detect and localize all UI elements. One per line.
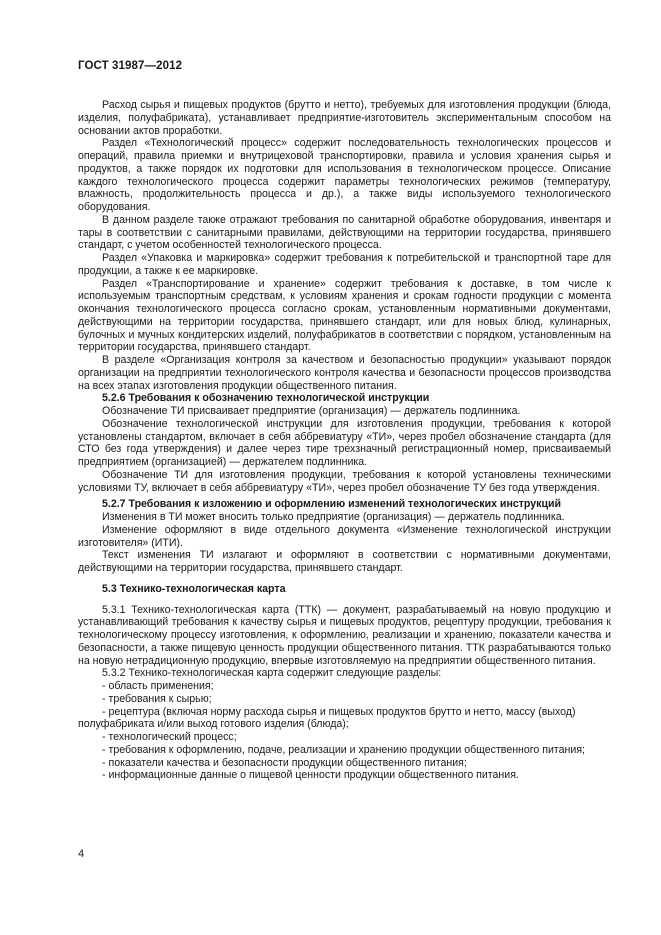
- document-body: [78, 99, 611, 782]
- section-heading-5-2-7: 5.2.7 Требования к изложению и оформлению изменений технологических инструкций: [102, 498, 561, 511]
- paragraph-tech-process: Раздел «Технологический процесс» содержит последовательность технологических процессов и операций, правила приемки и внутрицеховой транспортировки, правила и условия хранения сырья и продуктов, а также порядок их подготовки для использования в технологическом процессе. Описание каждого технологического процесса содержит параметры технологических режимов (температуру, влажность, продолжительность процесса и др.), а также виды используемого технологического оборудования.: [78, 137, 611, 213]
- paragraph-packaging: Раздел «Упаковка и маркировка» содержит требования к потребительской и транспортной таре для продукции, а также к ее маркировке.: [78, 252, 611, 277]
- paragraph-5-2-7-a: Изменения в ТИ может вносить только предприятие (организация) — держатель подлинника.: [102, 511, 565, 523]
- paragraph-5-2-7-c: Текст изменения ТИ излагают и оформляют в соответствии с нормативными документами, действующими на территории государства, принявшего стандарт.: [78, 549, 611, 574]
- list-item: - требования к оформлению, подаче, реализации и хранению продукции общественного питания;: [102, 743, 585, 756]
- paragraph-5-3-2: 5.3.2 Технико-технологическая карта содержит следующие разделы:: [102, 667, 442, 680]
- paragraph-consumption: Расход сырья и пищевых продуктов (брутто и нетто), требуемых для изготовления продукции (блюда, изделия, полуфабриката), устанавливает предприятие-изготовитель экспериментальным способом на основании актов проработки.: [78, 99, 611, 137]
- page-number: 4: [78, 848, 85, 860]
- paragraph-5-2-6-a: Обозначение ТИ присваивает предприятие (организация) — держатель подлинника.: [102, 405, 521, 417]
- spacer: [78, 596, 611, 604]
- standard-header: ГОСТ 31987—2012: [78, 60, 183, 72]
- paragraph-5-3-1: 5.3.1 Технико-технологическая карта (ТТК) — документ, разрабатываемый на новую продукцию и устанавливающий требования к качеству сырья и пищевых продуктов, рецептуру продукции, требования к технологическому процессу изготовления, к оформлению, реализации и хранению, показатели качества и безопасности, а также пищевую ценность продукции общественного питания. ТТК разрабатываются только на новую нетрадиционную продукцию, впервые изготовляемую на предприятии общественного питания.: [78, 603, 611, 667]
- section-heading-5-3: 5.3 Технико-технологическая карта: [102, 582, 286, 595]
- paragraph-5-2-6-b: Обозначение технологической инструкции для изготовления продукции, требования к которой установлены стандартом, включает в себя аббревиатуру «ТИ», через пробел обозначение стандарта (для СТО без года утверждения) и далее через тире трехзначный регистрационный номер, присваиваемый предприятием (организацией) — держателем подлинника.: [78, 417, 611, 468]
- list-item: - технологический процесс;: [102, 731, 237, 743]
- paragraph-quality-control: В разделе «Организация контроля за качеством и безопасностью продукции» указывают порядок организации на предприятии технологического контроля качества и безопасности процессов производства на всех этапах изготовления продукции общественного питания.: [78, 354, 611, 392]
- paragraph-sanitary: В данном разделе также отражают требования по санитарной обработке оборудования, инвентаря и тары в соответствии с санитарными правилами, действующими на территории государства, принявшего стандарт, с учетом особенностей технологического процесса.: [78, 213, 611, 252]
- list-item: - информационные данные о пищевой ценности продукции общественного питания.: [102, 769, 519, 782]
- section-heading-5-2-6: 5.2.6 Требования к обозначению технологической инструкции: [102, 392, 430, 405]
- spacer: [78, 575, 611, 583]
- list-item: - показатели качества и безопасности продукции общественного питания;: [102, 756, 467, 769]
- paragraph-5-2-7-b: Изменение оформляют в виде отдельного документа «Изменение технологической инструкции изготовителя» (ИТИ).: [78, 523, 611, 549]
- list-item: - область применения;: [102, 680, 214, 692]
- paragraph-5-2-6-c: Обозначение ТИ для изготовления продукции, требования к которой установлены техническими условиями ТУ, включает в себя аббревиатуру «ТИ», через пробел обозначение ТУ без года утверждения.: [78, 468, 611, 494]
- paragraph-transport: Раздел «Транспортирование и хранение» содержит требования к доставке, в том числе к используемым транспортным средствам, к условиям хранения и срокам годности продукции с момента окончания технологического процесса согласно срокам, установленным нормативными документами, действующими на территории государства, принявшего стандарт, или для новых блюд, кулинарных, булочных и мучных кондитерских изделий, полуфабрикатов в соответствии с порядком, установленным на территории государства, принявшего стандарт.: [78, 277, 611, 354]
- list-item: - требования к сырью;: [102, 692, 212, 705]
- list-item: - рецептура (включая норму расхода сырья и пищевых продуктов брутто и нетто, массу (выход) полуфабриката и/или выход готового изделия (блюда);: [78, 705, 576, 731]
